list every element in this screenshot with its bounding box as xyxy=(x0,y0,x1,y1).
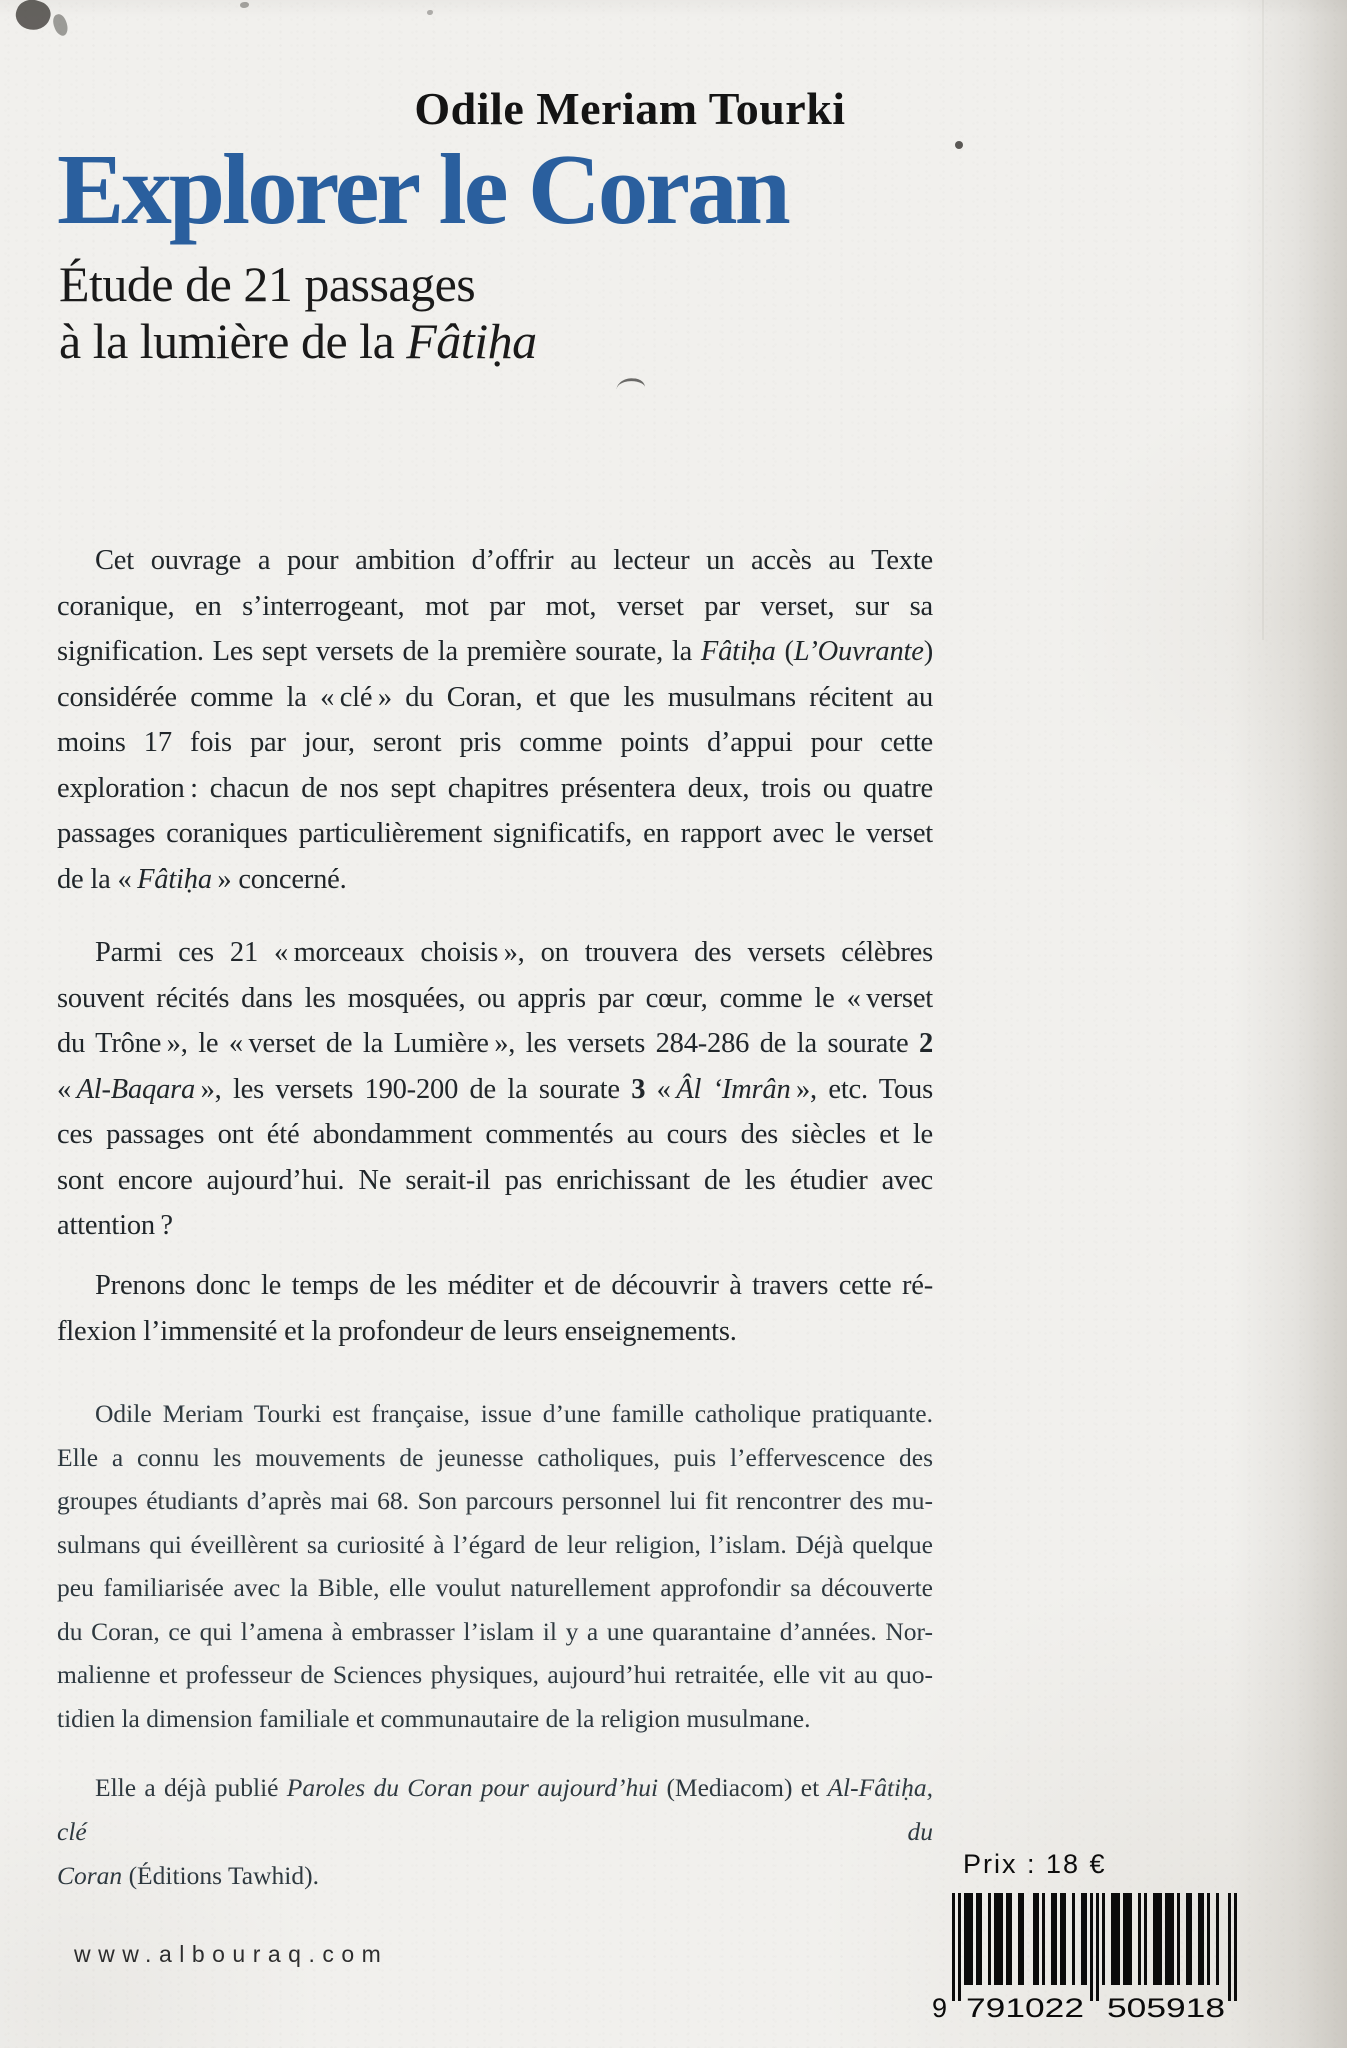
text-line: coranique, en s’interrogeant, mot par mot, verset par verset, sur sa xyxy=(57,590,933,622)
book-title: Explorer le Coran xyxy=(57,133,788,245)
publisher-website: www.albouraq.com xyxy=(74,1941,389,1967)
text-line: Elle a déjà publié Paroles du Coran pour aujourd’hui (Mediacom) et Al-Fâtiḥa, clé du xyxy=(57,1773,934,1846)
text-line: peu familiarisée avec la Bible, elle voulut naturellement approfondir sa découverte xyxy=(57,1573,933,1602)
text-line: Elle a connu les mouvements de jeunesse catholiques, puis l’effervescence des xyxy=(57,1442,933,1472)
paragraph-presentation xyxy=(57,538,933,902)
text-line: souvent récités dans les mosquées, ou appris par cœur, comme le « verset xyxy=(57,982,933,1014)
text-line: du Trône », le « verset de la Lumière », les versets 284-286 de la sourate 2 xyxy=(57,1028,933,1059)
scan-speck xyxy=(427,10,433,15)
text-line: Prenons donc le temps de les méditer et de découvrir à travers cette ré- xyxy=(95,1270,933,1301)
barcode-bars xyxy=(952,1893,1237,2001)
scan-speck xyxy=(50,12,70,37)
paragraph-selected-passages xyxy=(57,930,933,1249)
text-line: signification. Les sept versets de la première sourate, la Fâtiḥa (L’Ouvrante) xyxy=(57,636,933,667)
text-line: tidien la dimension familiale et communautaire de la religion musulmane. xyxy=(57,1703,811,1733)
text-line: « Al-Baqara », les versets 190-200 de la sourate 3 « Âl ‘Imrân », etc. Tous xyxy=(57,1073,933,1105)
text-line: Odile Meriam Tourki est française, issue d’une famille catholique pratiquante. xyxy=(95,1399,933,1428)
scan-speck xyxy=(955,141,963,149)
paragraph-author-publications xyxy=(57,1766,933,1898)
scan-fold-line xyxy=(1262,0,1264,640)
text-line: groupes étudiants d’après mai 68. Son parcours personnel lui fit rencontrer des mu- xyxy=(57,1486,933,1515)
text-line: de la « Fâtiḥa » concerné. xyxy=(57,863,347,895)
text-line: Parmi ces 21 « morceaux choisis », on trouvera des versets célèbres xyxy=(95,937,933,968)
book-subtitle xyxy=(59,256,537,370)
text-line: attention ? xyxy=(57,1210,173,1241)
ean13-barcode xyxy=(928,1893,1261,2021)
paragraph-author-bio xyxy=(57,1392,933,1740)
scan-squiggle-mark xyxy=(616,377,645,393)
subtitle-line-2: à la lumière de la Fâtiḥa xyxy=(59,313,537,369)
author-name: Odile Meriam Tourki xyxy=(414,83,846,134)
text-line: ces passages ont été abondamment commentés au cours des siècles et le xyxy=(57,1119,933,1150)
text-line: considérée comme la « clé » du Coran, et que les musulmans récitent au xyxy=(57,681,933,713)
text-line: sont encore aujourd’hui. Ne serait-il pas enrichissant de les étudier avec xyxy=(57,1164,933,1196)
barcode-digit-group-right: 505918 xyxy=(1107,1993,1225,2021)
text-line: du Coran, ce qui l’amena à embrasser l’islam il y a une quarantaine d’années. Nor- xyxy=(57,1616,933,1646)
price-label: Prix : 18 € xyxy=(963,1849,1107,1879)
text-line: sulmans qui éveillèrent sa curiosité à l’égard de leur religion, l’islam. Déjà quelque xyxy=(57,1529,933,1559)
text-line: Cet ouvrage a pour ambition d’offrir au lecteur un accès au Texte xyxy=(95,545,933,576)
barcode-digit-group-left: 791022 xyxy=(966,1993,1084,2021)
scan-speck xyxy=(12,0,54,35)
subtitle-line-1: Étude de 21 passages xyxy=(59,256,476,312)
text-line: malienne et professeur de Sciences physiques, aujourd’hui retraitée, elle vit au quo- xyxy=(57,1660,933,1689)
barcode-digit-lead: 9 xyxy=(932,1993,948,2021)
paragraph-invitation xyxy=(57,1263,933,1354)
text-line: exploration : chacun de nos sept chapitres présentera deux, trois ou quatre xyxy=(57,772,933,804)
scan-speck xyxy=(240,2,249,8)
text-line: flexion l’immensité et la profondeur de leurs enseignements. xyxy=(57,1315,737,1347)
text-line: Coran (Éditions Tawhid). xyxy=(57,1861,319,1890)
text-line: moins 17 fois par jour, seront pris comme points d’appui pour cette xyxy=(57,727,933,758)
text-line: passages coraniques particulièrement significatifs, en rapport avec le verset xyxy=(57,818,933,849)
